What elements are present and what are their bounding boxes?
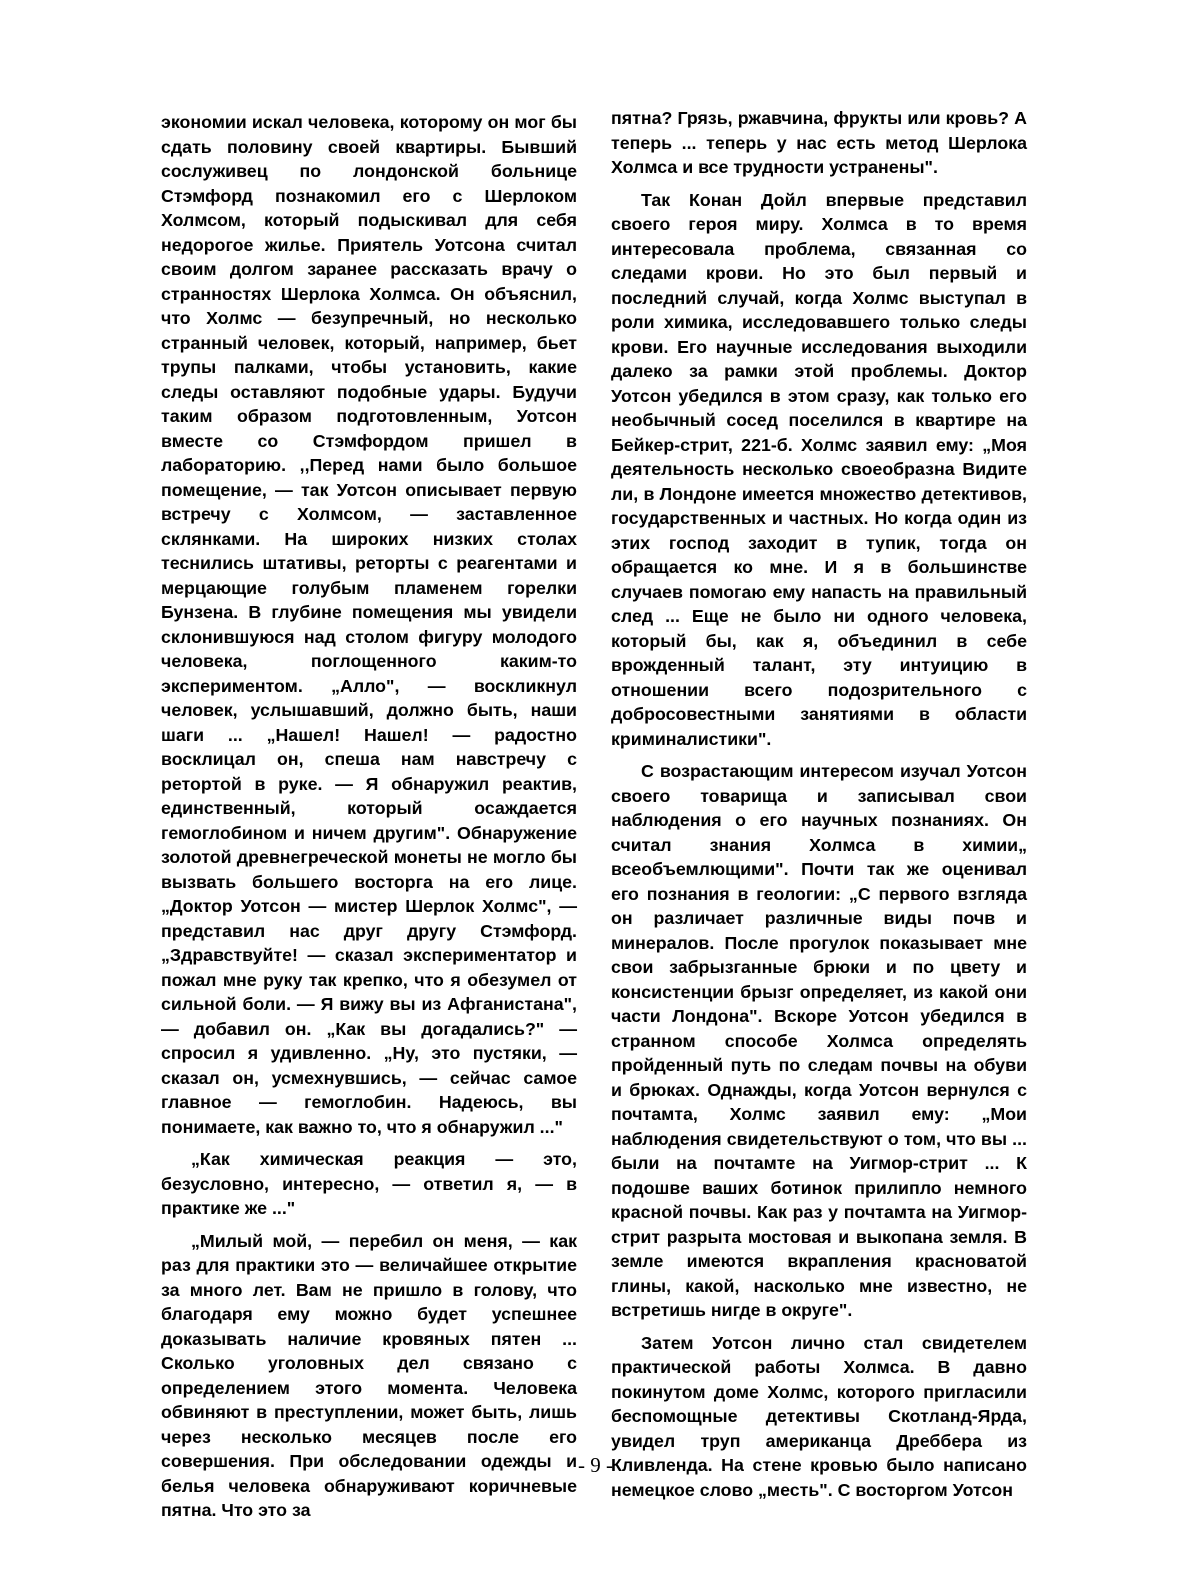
right-text-column	[611, 106, 1027, 1510]
right-paragraph-4: Затем Уотсон лично стал свидетелем практической работы Холмса. В давно покинутом доме Холмс, которого пригласили беспомощные детективы Скотланд-Ярда, увидел труп американца Дреббера из Кливленда. На стене кровью было написано немецкое слово „месть". С восторгом Уотсон	[611, 1332, 1027, 1500]
right-paragraph-1: пятна? Грязь, ржавчина, фрукты или кровь? А теперь ... теперь у нас есть метод Шерлока Холмса и все трудности устранены".	[611, 108, 1027, 177]
right-paragraph-2: Так Конан Дойл впервые представил своего героя миру. Холмса в то время интересовала проблема, связанная со следами крови. Но это был первый и последний случай, когда Холмс выступал в роли химика, исследовавшего только следы крови. Его научные исследования выходили далеко за рамки этой проблемы. Доктор Уотсон убедился в этом сразу, как только его необычный сосед поселился в квартире на Бейкер-стрит, 221-б. Холмс заявил ему: „Моя деятельность несколько своеобразна Видите ли, в Лондоне имеется множество детективов, государственных и частных. Но когда один из этих господ заходит в тупик, тогда он обращается ко мне. И я в большинстве случаев помогаю ему напасть на правильный след ... Еще не было ни одного человека, который бы, как я, объединил в себе врожденный талант, эту интуицию в отношении всего подозрительного с добросовестными занятиями в области криминалистики".	[611, 189, 1027, 749]
left-paragraph-2: „Как химическая реакция — это, безусловно, интересно, — ответил я, — в практике же ..."	[161, 1149, 577, 1218]
left-text-column	[161, 110, 577, 1531]
page-number: - 9 -	[578, 1453, 613, 1477]
left-paragraph-1: экономии искал человека, которому он мог бы сдать половину своей квартиры. Бывший сослуживец по лондонской больнице Стэмфорд познакомил его с Шерлоком Холмсом, который подыскивал для себя недорогое жилье. Приятель Уотсона считал своим долгом заранее рассказать врачу о странностях Шерлока Холмса. Он объяснил, что Холмс — безупречный, но несколько странный человек, который, например, бьет трупы палками, чтобы установить, какие следы оставляют подобные удары. Будучи таким образом подготовленным, Уотсон вместе со Стэмфордом пришел в лабораторию. ,,Перед нами было большое помещение, — так Уотсон описывает первую встречу с Холмсом, — заставленное склянками. На широких низких столах теснились штативы, реторты с реагентами и мерцающие голубым пламенем горелки Бунзена. В глубине помещения мы увидели склонившуюся над столом фигуру молодого человека, поглощенного каким-то экспериментом. „Алло", — воскликнул человек, услышавший, должно быть, наши шаги ... „Нашел! Нашел! — радостно восклицал он, спеша нам навстречу с ретортой в руке. — Я обнаружил реактив, единственный, который осаждается гемоглобином и ничем другим". Обнаружение золотой древнегреческой монеты не могло бы вызвать большего восторга на его лице. „Доктор Уотсон — мистер Шерлок Холмс", — представил нас друг другу Стэмфорд. „Здравствуйте! — сказал экспериментатор и пожал мне руку так крепко, что я обезумел от сильной боли. — Я вижу вы из Афганистана", — добавил он. „Как вы догадались?" — спросил я удивленно. „Ну, это пустяки, — сказал он, усмехнувшись, — сейчас самое главное — гемоглобин. Надеюсь, вы понимаете, как важно то, что я обнаружил ..."	[161, 112, 577, 1137]
left-paragraph-3: „Милый мой, — перебил он меня, — как раз для практики это — величайшее открытие за много лет. Вам не пришло в голову, что благодаря ему можно будет успешнее доказывать наличие кровяных пятен ... Сколько уголовных дел связано с определением этого момента. Человека обвиняют в преступлении, может быть, лишь через несколько месяцев после его совершения. При обследовании одежды и белья человека обнаруживают коричневые пятна. Что это за	[161, 1230, 577, 1520]
right-paragraph-3: С возрастающим интересом изучал Уотсон своего товарища и записывал свои наблюдения о его научных познаниях. Он считал знания Холмса в химии„ всеобъемлющими". Почти так же оценивал его познания в геологии: „С первого взгляда он различает различные виды почв и минералов. После прогулок показывает мне свои забрызганные брюки и по цвету и консистенции брызг определяет, из какой они части Лондона". Вскоре Уотсон убедился в странном способе Холмса определять пройденный путь по следам почвы на обуви и брюках. Однажды, когда Уотсон вернулся с почтамта, Холмс заявил ему: „Мои наблюдения свидетельствуют о том, что вы ... были на почтамте на Уигмор-стрит ... К подошве ваших ботинок прилипло немного красной почвы. Как раз у почтамта на Уигмор-стрит разрыта мостовая и выкопана земля. В земле имеются вкрапления красноватой глины, какой, насколько мне известно, не встретишь нигде в округе".	[611, 761, 1027, 1320]
